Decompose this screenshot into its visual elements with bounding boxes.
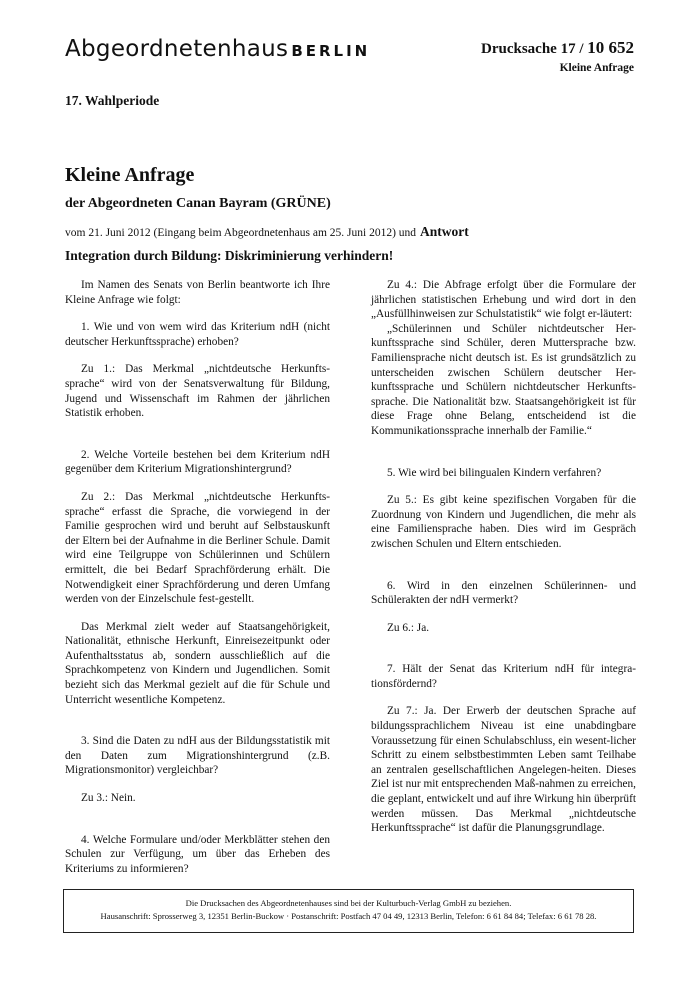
question: 3. Sind die Daten zu ndH aus der Bildungsstatistik mit den Daten zum Migrationshintergrund (z.B. Migrationsmonitor) vergleichbar? [65,735,330,777]
document-type: Kleine Anfrage [559,62,634,74]
quote-paragraph: „Schülerinnen und Schüler nichtdeutscher Her-kunftssprache sind Schüler, deren Muttersprache bzw. Familiensprache nicht deutsch ist. Es ist grundsätzlich zu unterscheiden zwischen Schülern deutscher Her-kunftssprache und Schülern nichtdeutscher Herkunfts-sprache. Die Nationalität bzw. Staatsangehörigkeit ist für diese Frage ohne Belang, entscheidend ist die Kommunikationssprache innerhalb der Familie.“ [371,322,636,437]
document-title: Kleine Anfrage [65,164,195,186]
dateline [65,224,469,240]
question: 6. Wird in den einzelnen Schülerinnen- und Schülerakten der ndH vermerkt? [371,579,636,607]
answer: Zu 7.: Ja. Der Erwerb der deutschen Sprache auf bildungssprachlichem Niveau ist eine unabdingbare Voraussetzung für einen Schulabschluss, ein wesent-licher Schritt zu einem selbstbestimmten Leben samt Teilhabe an zentralen gesellschaftlichen Angelegen-heiten. Dieses Ziel ist nur mit entsprechenden Maß-nahmen zu erreichen, die geplant, entwickelt und auf ihre Wirkung hin überprüft werden müssen. Das Merkmal „nichtdeutsche Herkunftssprache“ ist dafür die Planungsgrundlage. [371,705,636,835]
question: 4. Welche Formulare und/oder Merkblätter stehen den Schulen zur Verfügung, um über das Erheben des Kriteriums zu informieren? [65,833,330,875]
footer-line-1: Die Drucksachen des Abgeordnetenhauses sind bei der Kulturbuch-Verlag GmbH zu beziehen. [185,898,512,908]
paragraph: Das Merkmal zielt weder auf Staatsangehörigkeit, Nationalität, ethnische Herkunft, Einreisezeitpunkt oder Aufenthaltsstatus ab, sondern ausschließlich auf die Sprachkompetenz von Kindern und Jugendlichen. Somit bezieht sich das Merkmal gezielt auf die für Schule und Unterricht wesentliche Kompetenz. [65,620,330,706]
answer: Zu 4.: Die Abfrage erfolgt über die Formulare der jährlichen statistischen Erhebung und wird dort in den „Ausfüllhinweisen zur Schulstatistik“ wie folgt er-läutert: [371,279,636,321]
paragraph: Im Namen des Senats von Berlin beantworte ich Ihre Kleine Anfrage wie folgt: [65,279,330,306]
drucksache-prefix: Drucksache 17 / [481,41,584,57]
question: 7. Hält der Senat das Kriterium ndH für integra-tionsfördernd? [371,663,636,690]
answer: Zu 2.: Das Merkmal „nichtdeutsche Herkunfts-sprache“ erfasst die Sprache, die vorwiegend in der Familie gesprochen wird und beruht auf Selbstauskunft der Eltern bei der Aufnahme in die Berliner Schule. Damit wird eine Teilgruppe von Schülerinnen und Schülern ermittelt, die bei Bedarf Sprachförderung erhält. Die Notwendigkeit einer Sprachförderung und deren Umfang werden von der Einzelschule fest-gestellt. [65,490,330,606]
wahlperiode: 17. Wahlperiode [65,93,160,108]
question: 1. Wie und von wem wird das Kriterium ndH (nicht deutscher Herkunftssprache) erhoben? [65,321,330,348]
question: 5. Wie wird bei bilingualen Kindern verfahren? [387,466,602,479]
drucksache-number: 10 652 [587,38,634,57]
answer: Zu 3.: Nein. [81,792,136,805]
footer-line-2: Hausanschrift: Sprosserweg 3, 12351 Berlin-Buckow · Postanschrift: Postfach 47 04 49, 12313 Berlin, Telefon: 6 61 84 84; Telefax: 6 61 78 28. [100,911,597,921]
institution-logo [65,36,370,62]
answer: Zu 6.: Ja. [387,621,430,634]
institution-city: BERLIN [291,42,371,60]
answer: Zu 1.: Das Merkmal „nichtdeutsche Herkunfts-sprache“ wird von der Senatsverwaltung für Bildung, Jugend und Wissenschaft im Rahmen der jährlichen Statistik erhoben. [65,363,330,420]
subject-line: Integration durch Bildung: Diskriminierung verhindern! [65,248,394,263]
dateline-text: vom 21. Juni 2012 (Eingang beim Abgeordnetenhaus am 25. Juni 2012) und [65,227,417,239]
answer: Zu 5.: Es gibt keine spezifischen Vorgaben für die Zuordnung von Kindern und Jugendlichen, die mehr als eine Familiensprache haben. Dies wird im Gespräch zwischen Schulen und Eltern entschieden. [371,494,636,550]
author-line: der Abgeordneten Canan Bayram (GRÜNE) [65,196,331,211]
answer-label: Antwort [420,224,469,239]
footer-box [63,889,634,933]
question: 2. Welche Vorteile bestehen bei dem Kriterium ndH gegenüber dem Kriterium Migrationshintergrund? [65,448,330,476]
institution-name: Abgeordnetenhaus [65,36,289,62]
right-column [371,278,636,849]
drucksache-block [481,38,634,74]
left-column [65,278,330,889]
